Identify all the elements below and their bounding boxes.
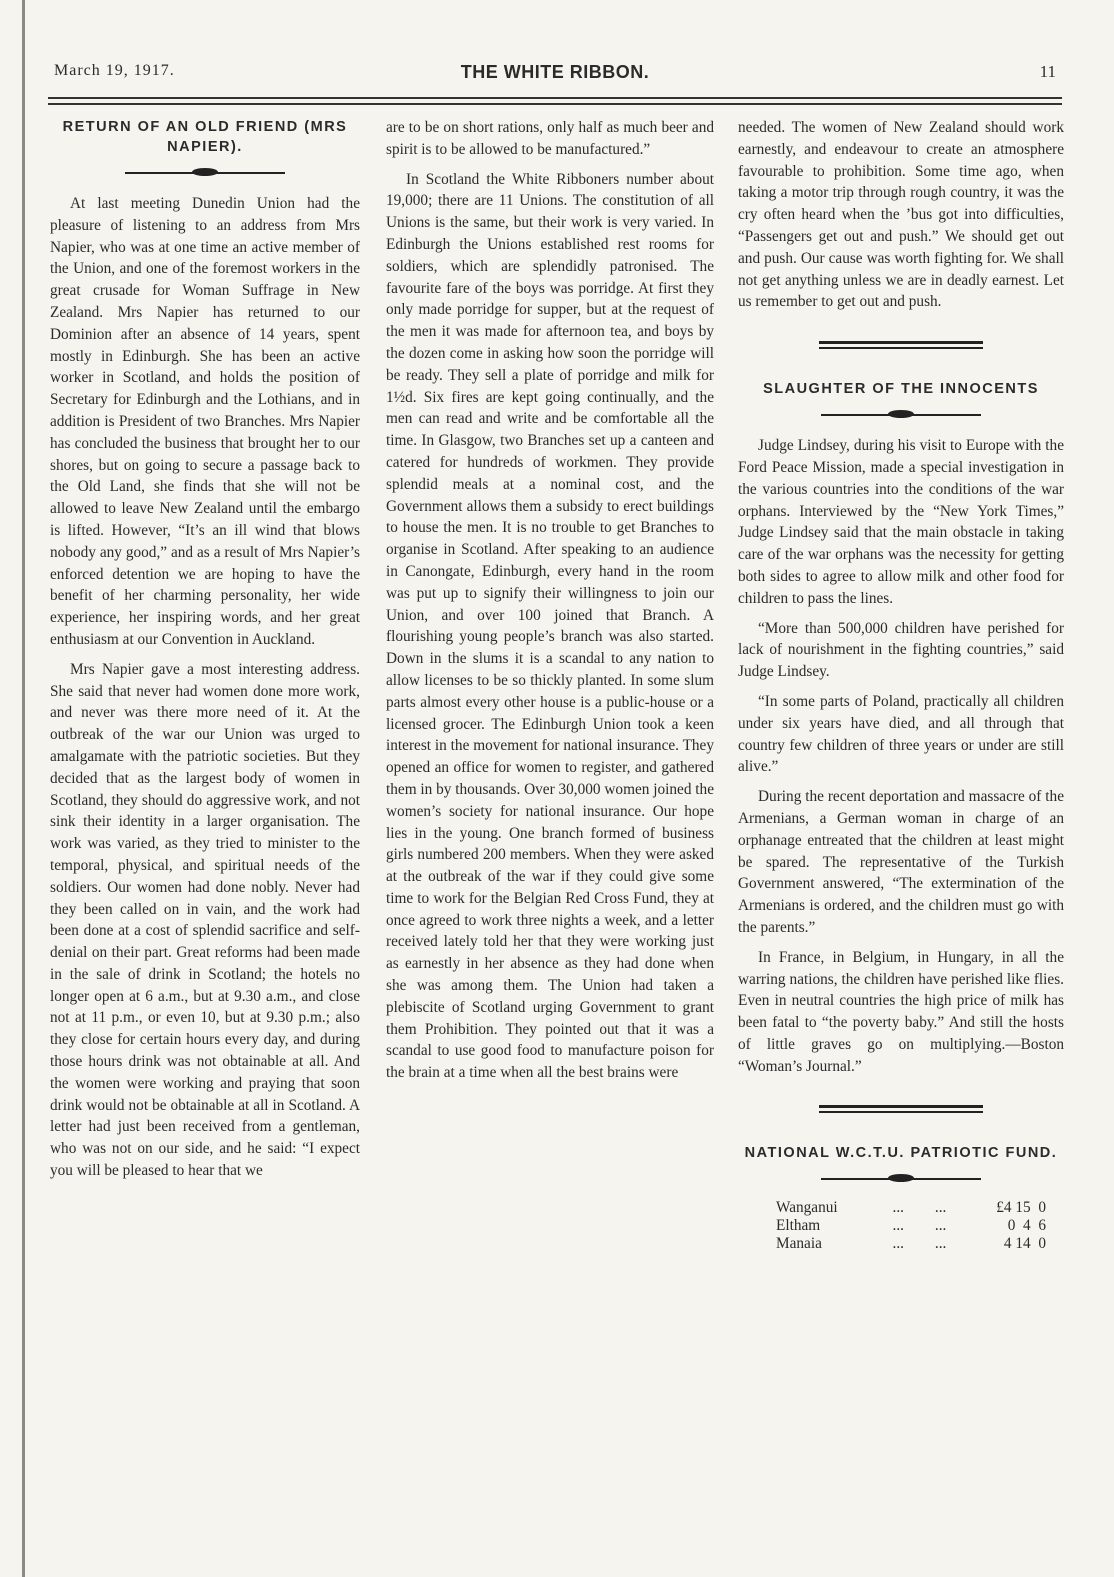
paragraph: In Scotland the White Ribboners number about 19,000; there are 11 Unions. The constitution of all Unions is the same, but their work is very varied. In Edinburgh the Unions established rest rooms for soldiers, which are splendidly patronised. The favourite fare of the boys was porridge. At first they only made porridge for supper, but at the request of the men it was made for afternoon tea, and boys by the dozen come in asking how soon the porridge will be ready. They sell a plate of porridge and milk for 1½d. Six fires are kept going continually, and the men can read and write and be comfortable all the time. In Glasgow, two Branches set up a canteen and catered for hundreds of workmen. They provide splendid meals at a nominal cost, and the Government allows them a subsidy to erect buildings to house the men. It is no trouble to get Branches to organise in Scotland. After speaking to an audience in Canongate, Edinburgh, every hand in the room was put up to signify their willingness to join our Union, and over 100 joined that Branch. A flourishing young people’s branch was also started. Down in the slums it is a scandal to any nation to allow licenses to be so thickly planted. In some slum parts almost every other house is a public-house or a licensed grocer. The Edinburgh Union took a keen interest in the movement for national insurance. They opened an office for women to register, and gathered them in by thousands. Over 30,000 women joined the women’s society for national insurance. Our hope lies in the young. One branch formed of business girls numbered 200 members. When they were asked at the outbreak of the war if they could give some time to work for the Belgian Red Cross Fund, they at once agreed to work three nights a week, and a letter received lately told her that they were working just as earnestly in her absence as they had done when she was among them. The Union had taken a plebiscite of Scotland urging Government to grant them Prohibition. They pointed out that it was a scandal to use good food to manufacture poison for the brain at a time when all the best brains were: [386, 170, 714, 1082]
fund-leader: ...: [892, 1199, 904, 1217]
column-3: [738, 117, 1064, 1253]
fund-place: Eltham: [776, 1217, 821, 1235]
table-row: [776, 1217, 1046, 1235]
fund-leader: ...: [934, 1199, 947, 1217]
column-1: [50, 117, 360, 1190]
paragraph: Mrs Napier gave a most interesting address. She said that never had women done more work, and never was there more need of it. At the outbreak of the war our Union was urged to amalgamate with the patriotic societies. But they decided that as the largest body of women in Scotland, they should do aggressive work, and not sink their identity in a larger organisation. The work was varied, as they tried to minister to the temporal, physical, and spiritual needs of the soldiers. Our women had done nobly. Never had they been called on in vain, and the work had been done at a cost of splendid sacrifice and self-denial on their part. Great reforms had been made in the sale of drink in Scotland; the hotels no longer open at 6 a.m., but at 9.30 a.m., and close not at 11 p.m., or even 10, but at 9.30 p.m.; also they close for certain hours every day, and during those hours drink was not obtainable at all. And the women were working and praying that soon drink would not be obtainable at all in Scotland. A letter had just been received from a gentleman, who was not on our side, and he said: “I expect you will be pleased to hear that we: [50, 660, 360, 1180]
paragraph: “In some parts of Poland, practically all children under six years have died, and all through that country few children of three years or under are still alive.”: [738, 692, 1064, 776]
fund-leader: ...: [892, 1217, 904, 1235]
article-heading-old-friend: RETURN OF AN OLD FRIEND (MRS NAPIER).: [62, 119, 348, 155]
issue-date: March 19, 1917.: [54, 62, 175, 79]
page-number: 11: [1039, 62, 1056, 81]
column-2: [386, 117, 714, 1092]
fund-amount: 0 4 6: [1007, 1217, 1046, 1235]
article-heading-patriotic-fund: NATIONAL W.C.T.U. PATRIOTIC FUND.: [744, 1145, 1058, 1162]
article-heading-slaughter: SLAUGHTER OF THE INNOCENTS: [763, 381, 1039, 398]
fund-leader: ...: [934, 1235, 947, 1253]
masthead-title: THE WHITE RIBBON.: [460, 62, 650, 82]
paragraph: Judge Lindsey, during his visit to Europe with the Ford Peace Mission, made a special investigation in the various countries into the conditions of the war orphans. Interviewed by the “New York Times,” Judge Lindsey said that the main obstacle in taking care of the war orphans was the necessity for getting both sides to agree to allow milk and other food for children to pass the lines.: [738, 437, 1064, 607]
ornamental-divider: [821, 1173, 981, 1185]
fund-amount: 4 14 0: [1003, 1235, 1046, 1253]
table-row: [776, 1235, 1046, 1253]
table-row: [776, 1199, 1046, 1217]
paragraph: During the recent deportation and massacre of the Armenians, a German woman in charge of an orphanage entreated that the children at least might be spared. The representative of the Turkish Government answered, “The extermination of the Armenians is ordered, and the children must go with the parents.”: [738, 788, 1064, 936]
page-edge-shadow: [22, 0, 25, 1577]
fund-leader: ...: [892, 1235, 904, 1253]
paragraph: needed. The women of New Zealand should work earnestly, and endeavour to create an atmosphere favourable to prohibition. Some time ago, when taking a motor trip through rough country, it was the cry often heard when the ’bus got into difficulties, “Passengers get out and push.” We should get out and push. Our cause was worth fighting for. We shall not get anything unless we are in deadly earnest. Let us remember to get out and push.: [738, 119, 1064, 311]
paragraph: In France, in Belgium, in Hungary, in all the warring nations, the children have perished like flies. Even in neutral countries the high price of milk has been fatal to “the poverty baby.” And still the hosts of little graves go on multiplying.—Boston “Woman’s Journal.”: [738, 948, 1064, 1075]
ornamental-divider: [821, 409, 981, 421]
paragraph: are to be on short rations, only half as much beer and spirit is to be allowed to be manufactured.”: [386, 119, 714, 158]
section-divider: [819, 1105, 983, 1113]
fund-amount: £4 15 0: [996, 1199, 1046, 1217]
fund-leader: ...: [934, 1217, 947, 1235]
fund-place: Wanganui: [776, 1199, 838, 1217]
header-rule: [48, 97, 1062, 99]
ornamental-divider: [125, 167, 285, 179]
paragraph: “More than 500,000 children have perished for lack of nourishment in the fighting countries,” said Judge Lindsey.: [738, 619, 1064, 681]
section-divider: [819, 341, 983, 349]
fund-table: [776, 1199, 1046, 1253]
header-rule-lower: [48, 103, 1062, 105]
page-header: [48, 62, 1062, 86]
fund-place: Manaia: [776, 1235, 822, 1253]
paragraph: At last meeting Dunedin Union had the pleasure of listening to an address from Mrs Napier, who was at one time an active member of the Union, and one of the foremost workers in the great crusade for Woman Suffrage in New Zealand. Mrs Napier has returned to our Dominion after an absence of 14 years, spent mostly in Edinburgh. She has been an active worker in Scotland, and holds the position of Secretary for Edinburgh and the Lothians, and in addition is President of two Branches. Mrs Napier has concluded the business that brought her to our shores, but on going to secure a passage back to the Old Land, she finds that she will not be allowed to leave New Zealand until the embargo is lifted. However, “It’s an ill wind that blows nobody any good,” and as a result of Mrs Napier’s enforced detention we are hoping to have the benefit of her charming personality, her wide experience, her inspiring words, and her great enthusiasm at our Convention in Auckland.: [50, 195, 360, 648]
